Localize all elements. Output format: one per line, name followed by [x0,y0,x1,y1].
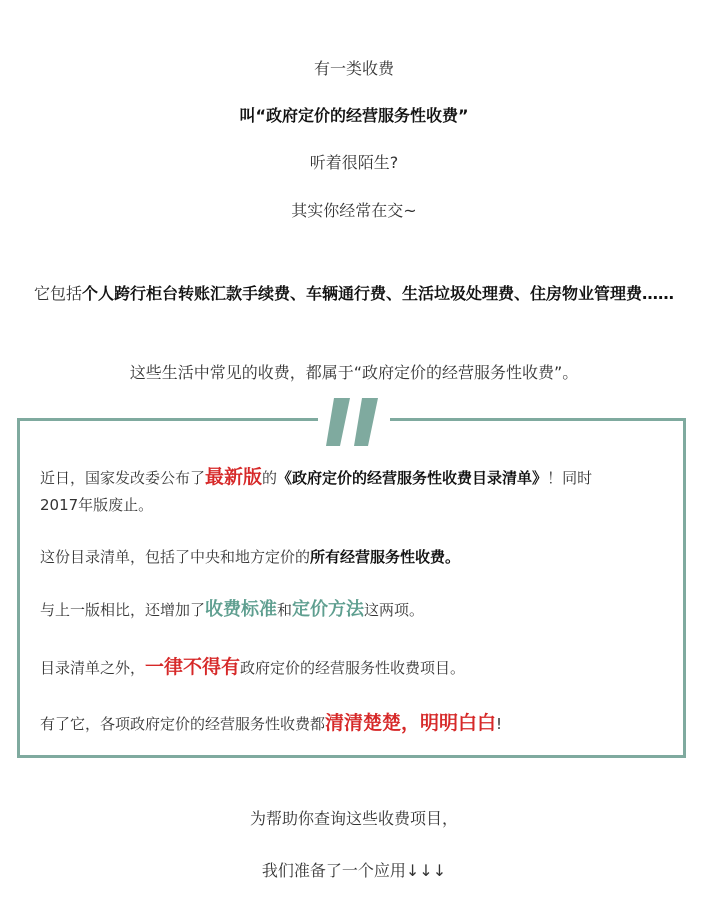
p1-catalog-title: 《政府定价的经营服务性收费目录清单》 [277,469,548,487]
p1-text-6: 2017年版废止。 [40,496,154,514]
p1-text-5: ！同时 [547,469,593,487]
p2-highlight: 所有经营服务性收费。 [310,548,461,566]
p3-text-3: 和 [277,601,293,619]
p3-text-5: 这两项。 [364,601,425,619]
p1-text-1: 近日，国家发改委公布了 [40,469,206,487]
outro-line-1: 为帮助你查询这些收费项目， [249,809,458,828]
p1-text-3: 的 [262,469,278,487]
p5-text-1: 有了它，各项政府定价的经营服务性收费都 [40,715,326,733]
p1-highlight-latest: 最新版 [205,466,263,488]
includes-prefix: 它包括 [33,284,82,303]
p3-text-1: 与上一版相比，还增加了 [40,601,206,619]
intro-line-2: 叫“政府定价的经营服务性收费” [239,106,469,125]
box-paragraph-1 [40,464,680,519]
p3-highlight-method: 定价方法 [292,599,365,620]
box-paragraph-5 [40,710,680,738]
p3-highlight-standard: 收费标准 [205,599,278,620]
p4-text-1: 目录清单之外， [40,659,146,677]
includes-paragraph [22,280,686,308]
outro-line-2: 我们准备了一个应用↓↓↓ [261,861,447,880]
p4-text-3: 政府定价的经营服务性收费项目。 [240,659,466,677]
quote-mark-icon [322,394,386,454]
includes-items: 个人跨行柜台转账汇款手续费、车辆通行费、生活垃圾处理费、住房物业管理费…… [82,284,675,303]
box-paragraph-3 [40,596,680,624]
box-paragraph-2 [40,544,680,571]
p2-text-1: 这份目录清单，包括了中央和地方定价的 [40,548,311,566]
intro-line-3: 听着很陌生? [309,153,399,172]
summary-line: 这些生活中常见的收费，都属于“政府定价的经营服务性收费”。 [129,363,579,382]
intro-line-4: 其实你经常在交~ [291,201,417,220]
intro-line-1: 有一类收费 [313,59,394,78]
p5-highlight: 清清楚楚，明明白白 [325,712,497,734]
p5-text-3: ! [496,715,503,733]
box-paragraph-4 [40,654,680,682]
p4-highlight: 一律不得有 [145,656,241,678]
